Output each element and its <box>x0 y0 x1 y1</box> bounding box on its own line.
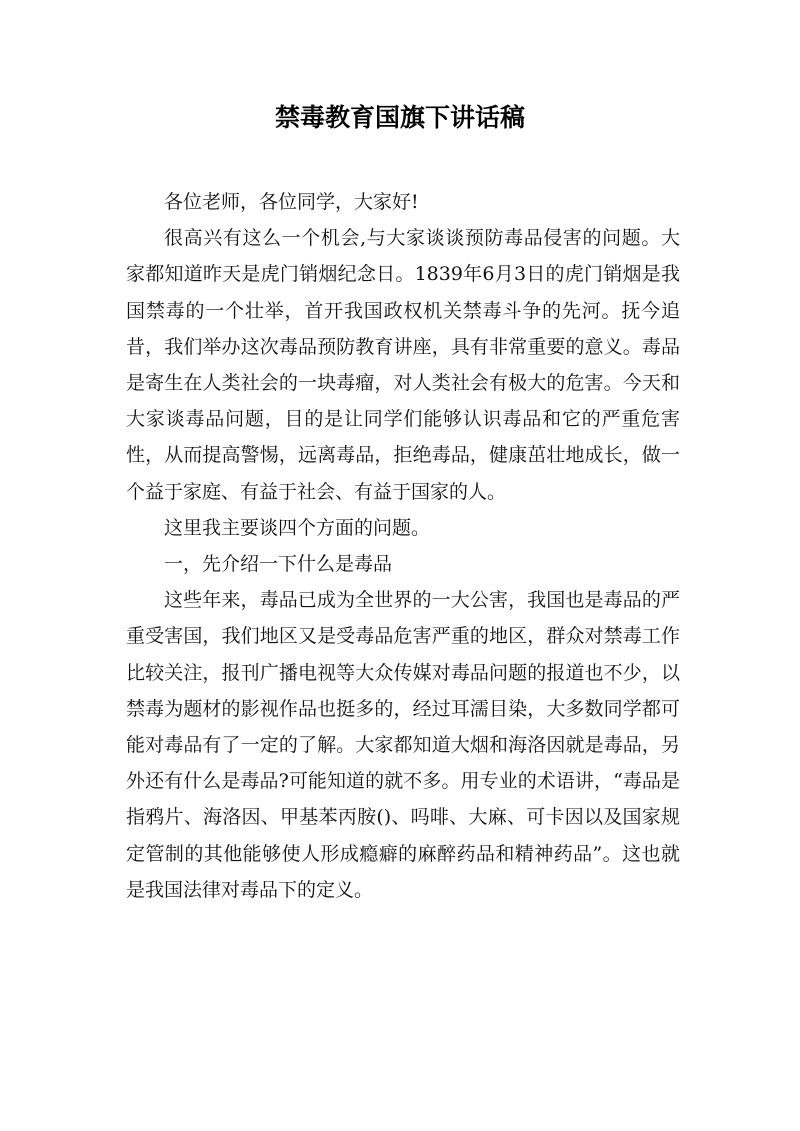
paragraph-introduction: 很高兴有这么一个机会,与大家谈谈预防毒品侵害的问题。大家都知道昨天是虎门销烟纪念日。1839年6月3日的虎门销烟是我国禁毒的一个壮举，首开我国政权机关禁毒斗争的先河。抚今追昔，我们举办这次毒品预防教育讲座，具有非常重要的意义。毒品是寄生在人类社会的一块毒瘤，对人类社会有极大的危害。今天和大家谈毒品问题，目的是让同学们能够认识毒品和它的严重危害性，从而提高警惕，远离毒品，拒绝毒品，健康茁壮地成长，做一个益于家庭、有益于社会、有益于国家的人。 <box>126 227 680 503</box>
section-heading-1: 一，先介绍一下什么是毒品 <box>164 553 393 576</box>
document-title: 禁毒教育国旗下讲话稿 <box>274 103 525 132</box>
paragraph-greeting: 各位老师，各位同学，大家好! <box>164 191 419 213</box>
paragraph-outline: 这里我主要谈四个方面的问题。 <box>164 516 431 539</box>
paragraph-drug-definition: 这些年来，毒品已成为全世界的一大公害，我国也是毒品的严重受害国，我们地区又是受毒品危害严重的地区，群众对禁毒工作比较关注，报刊广播电视等大众传媒对毒品问题的报道也不少，以禁毒为题材的影视作品也挺多的，经过耳濡目染，大多数同学都可能对毒品有了一定的了解。大家都知道大烟和海洛因就是毒品，另外还有什么是毒品?可能知道的就不多。用专业的术语讲，“毒品是指鸦片、海洛因、甲基苯丙胺()、吗啡、大麻、可卡因以及国家规定管制的其他能够使人形成瘾癖的麻醉药品和精神药品”。这也就是我国法律对毒品下的定义。 <box>126 589 680 901</box>
document-body <box>126 184 680 908</box>
